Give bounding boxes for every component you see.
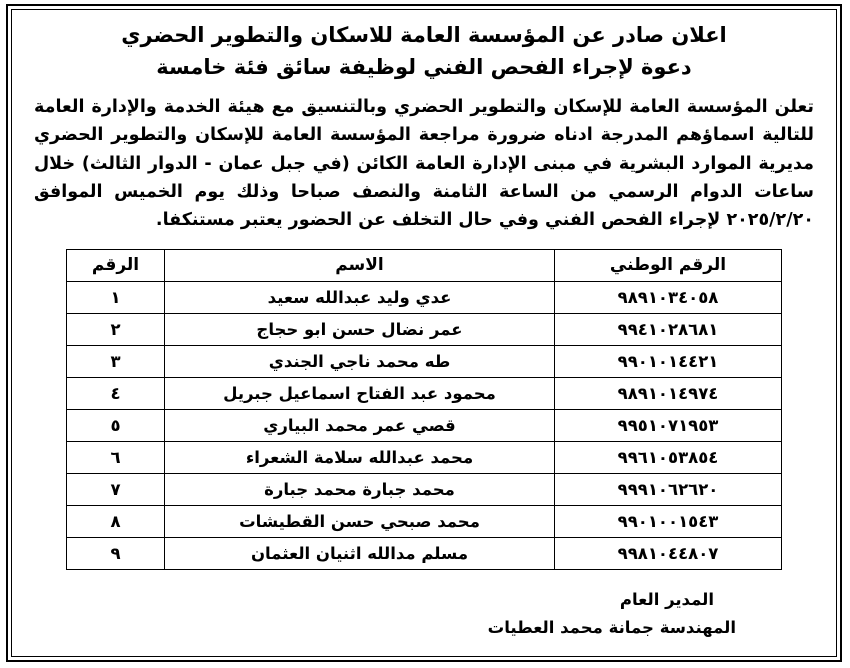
cell-name: عدي وليد عبدالله سعيد	[165, 281, 555, 313]
cell-number: ٣	[67, 345, 165, 377]
headline-line-2: دعوة لإجراء الفحص الفني لوظيفة سائق فئة خامسة	[156, 55, 692, 80]
cell-name: عمر نضال حسن ابو حجاج	[165, 313, 555, 345]
cell-name: محمود عبد الفتاح اسماعيل جبريل	[165, 377, 555, 409]
cell-number: ٢	[67, 313, 165, 345]
column-header-name: الاسم	[165, 249, 555, 281]
cell-national-id: ٩٩٨١٠٤٤٨٠٧	[555, 537, 782, 569]
announcement-body	[34, 93, 814, 235]
table-row	[67, 473, 782, 505]
outer-border	[6, 4, 842, 662]
table-row	[67, 537, 782, 569]
table-row	[67, 377, 782, 409]
cell-name: مسلم مدالله اثنيان العثمان	[165, 537, 555, 569]
cell-number: ٤	[67, 377, 165, 409]
cell-number: ٦	[67, 441, 165, 473]
column-header-number: الرقم	[67, 249, 165, 281]
table-row	[67, 281, 782, 313]
cell-national-id: ٩٩٩١٠٦٢٦٢٠	[555, 473, 782, 505]
cell-national-id: ٩٩٠١٠٠١٥٤٣	[555, 505, 782, 537]
column-header-national-id: الرقم الوطني	[555, 249, 782, 281]
cell-number: ١	[67, 281, 165, 313]
table-row	[67, 441, 782, 473]
cell-name: قصي عمر محمد البياري	[165, 409, 555, 441]
cell-national-id: ٩٩٦١٠٥٣٨٥٤	[555, 441, 782, 473]
body-paragraph: تعلن المؤسسة العامة للإسكان والتطوير الحضري وبالتنسيق مع هيئة الخدمة والإدارة العامة للتالية اسماؤهم المدرجة ادناه ضرورة مراجعة المؤسسة العامة للإسكان والتطوير الحضري مديرية الموارد البشرية في مبنى الإدارة العامة الكائن (في جبل عمان - الدوار الثالث) خلال ساعات الدوام الرسمي من الساعة الثامنة والنصف صباحا وذلك يوم الخميس الموافق ٢٠٢٥/٢/٢٠ لإجراء الفحص الفني وفي حال التخلف عن الحضور يعتبر مستنكفا.	[34, 96, 814, 231]
headline-line-1: اعلان صادر عن المؤسسة العامة للاسكان والتطوير الحضري	[121, 23, 727, 47]
cell-national-id: ٩٩٥١٠٧١٩٥٣	[555, 409, 782, 441]
cell-number: ٧	[67, 473, 165, 505]
table-row	[67, 345, 782, 377]
cell-name: طه محمد ناجي الجندي	[165, 345, 555, 377]
cell-name: محمد جبارة محمد جبارة	[165, 473, 555, 505]
page-title	[34, 20, 814, 83]
candidates-table	[66, 249, 782, 570]
cell-name: محمد عبدالله سلامة الشعراء	[165, 441, 555, 473]
table-row	[67, 505, 782, 537]
cell-number: ٥	[67, 409, 165, 441]
table-row	[67, 313, 782, 345]
cell-national-id: ٩٩٠١٠١٤٤٢١	[555, 345, 782, 377]
table-header-row	[67, 249, 782, 281]
cell-number: ٨	[67, 505, 165, 537]
cell-national-id: ٩٩٤١٠٢٨٦٨١	[555, 313, 782, 345]
signature-block	[34, 586, 814, 642]
cell-national-id: ٩٨٩١٠٣٤٠٥٨	[555, 281, 782, 313]
inner-border	[11, 9, 837, 657]
cell-name: محمد صبحي حسن القطيشات	[165, 505, 555, 537]
signature-name: المهندسة جمانة محمد العطيات	[487, 617, 736, 637]
table-row	[67, 409, 782, 441]
cell-number: ٩	[67, 537, 165, 569]
signature-title: المدير العام	[619, 589, 714, 609]
cell-national-id: ٩٨٩١٠١٤٩٧٤	[555, 377, 782, 409]
